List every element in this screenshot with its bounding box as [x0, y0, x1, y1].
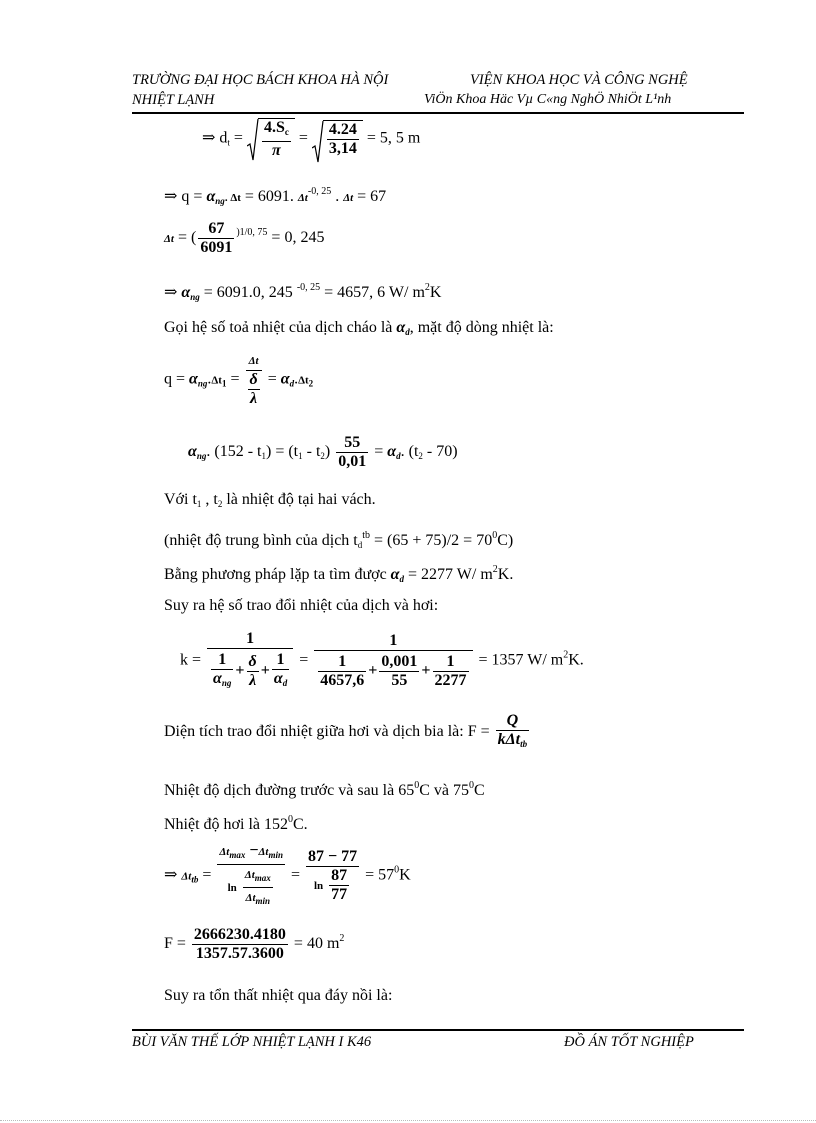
- footer-title: ĐỒ ÁN TỐT NGHIỆP: [564, 1034, 694, 1050]
- equation-wall-temps: $\alpha_{ng}$. $(152 - t_1) = (t_1 - t_2)$ $\frac{55}{0,01}$ = $\alpha_d$. $(t_2 - 70)$: [188, 434, 458, 470]
- header-institute: VIỆN KHOA HỌC VÀ CÔNG NGHỆ: [470, 72, 688, 88]
- equation-delta-t: Δt = ( $\frac{67}{6091}$ $^{)1/0, 75}$ = 0, 245: [164, 220, 325, 256]
- equation-heat-flux: ⇒ $q = \alpha_{ng}$. Δt = 6091. $\Delta t^{-0, 25}$ . Δt = 67: [164, 186, 387, 206]
- equation-lmtd: ⇒ $\Delta t_{tb}$ = $\Delta t_{max} -\Delta t_{min}$ ln $\frac{\Delta t_{max}}{\Delta t_{min}}$ = 87 − 77 ln $\frac{87}{77}$ = $57^0K$: [164, 842, 411, 906]
- equation-k: k = 1 $\frac{1}{\alpha_{ng}}$ + $\frac{\delta}{\lambda}$ + $\frac{1}{\alpha_d}$ = 1 $\frac{1}{4657,6}$ + $\frac{0,001}{55}$ + $\frac{1}{2277}$ = 1357 W/ $m^2K$.: [180, 630, 584, 689]
- text-iteration: Bằng phương pháp lặp ta tìm được $\alpha_d = 2277$ W/ $m^2K$.: [164, 564, 514, 584]
- header-dept: NHIỆT LẠNH: [132, 92, 215, 108]
- equation-q-balance: $q = \alpha_{ng}.\Delta t_1$ = $\frac{\Delta t}{\frac{\delta}{\lambda}}$ = $\alpha_d.\Delta t_2$: [164, 352, 313, 422]
- page-edge: [0, 1120, 816, 1121]
- equation-alpha-ng: ⇒ $\alpha_{ng} = 6091.0$, 245 $^{-0, 25}$ = 4657, 6 W/ $m^2K$: [164, 282, 442, 302]
- header-rule: [132, 112, 744, 114]
- text-area: Diện tích trao đổi nhiệt giữa hơi và dịch bia là: F = $\frac{Q}{k\Delta t_{tb}}$: [164, 712, 528, 749]
- text-goi: Gọi hệ số toả nhiệt của dịch cháo là $\alpha_d$, mặt độ dòng nhiệt là:: [164, 319, 554, 337]
- text-average-temp: (nhiệt độ trung bình của dịch $t_d^{tb} = (65 + 75)/2 = 70^0C$): [164, 530, 514, 550]
- equation-area-value: F = $\frac{2666230.4180}{1357.57.3600}$ = 40 $m^2$: [164, 926, 345, 962]
- header-institute-encoded: ViÖn Khoa Häc Vµ C«ng NghÖ NhiÖt L¹nh: [424, 92, 672, 107]
- footer-author: BÙI VĂN THẾ LỚP NHIỆT LẠNH I K46: [132, 1034, 372, 1050]
- footer-rule: [132, 1029, 744, 1031]
- text-temp-range: Nhiệt độ dịch đường trước và sau là $65^0C$ và $75^0C$: [164, 780, 485, 799]
- header-school: TRƯỜNG ĐẠI HỌC BÁCH KHOA HÀ NỘI: [132, 72, 389, 88]
- text-heat-loss: Suy ra tổn thất nhiệt qua đáy nồi là:: [164, 987, 393, 1004]
- text-voi: Với $t_1$ , $t_2$ là nhiệt độ tại hai vách.: [164, 491, 376, 509]
- text-steam-temp: Nhiệt độ hơi là $152^0C$.: [164, 814, 308, 833]
- text-suy-k: Suy ra hệ số trao đổi nhiệt của dịch và hơi:: [164, 597, 439, 614]
- equation-diameter: ⇒ $d_t$ = $\frac{4.S_c}{\pi}$ = $\frac{4.24}{3,14}$ = 5, 5 m: [202, 118, 420, 162]
